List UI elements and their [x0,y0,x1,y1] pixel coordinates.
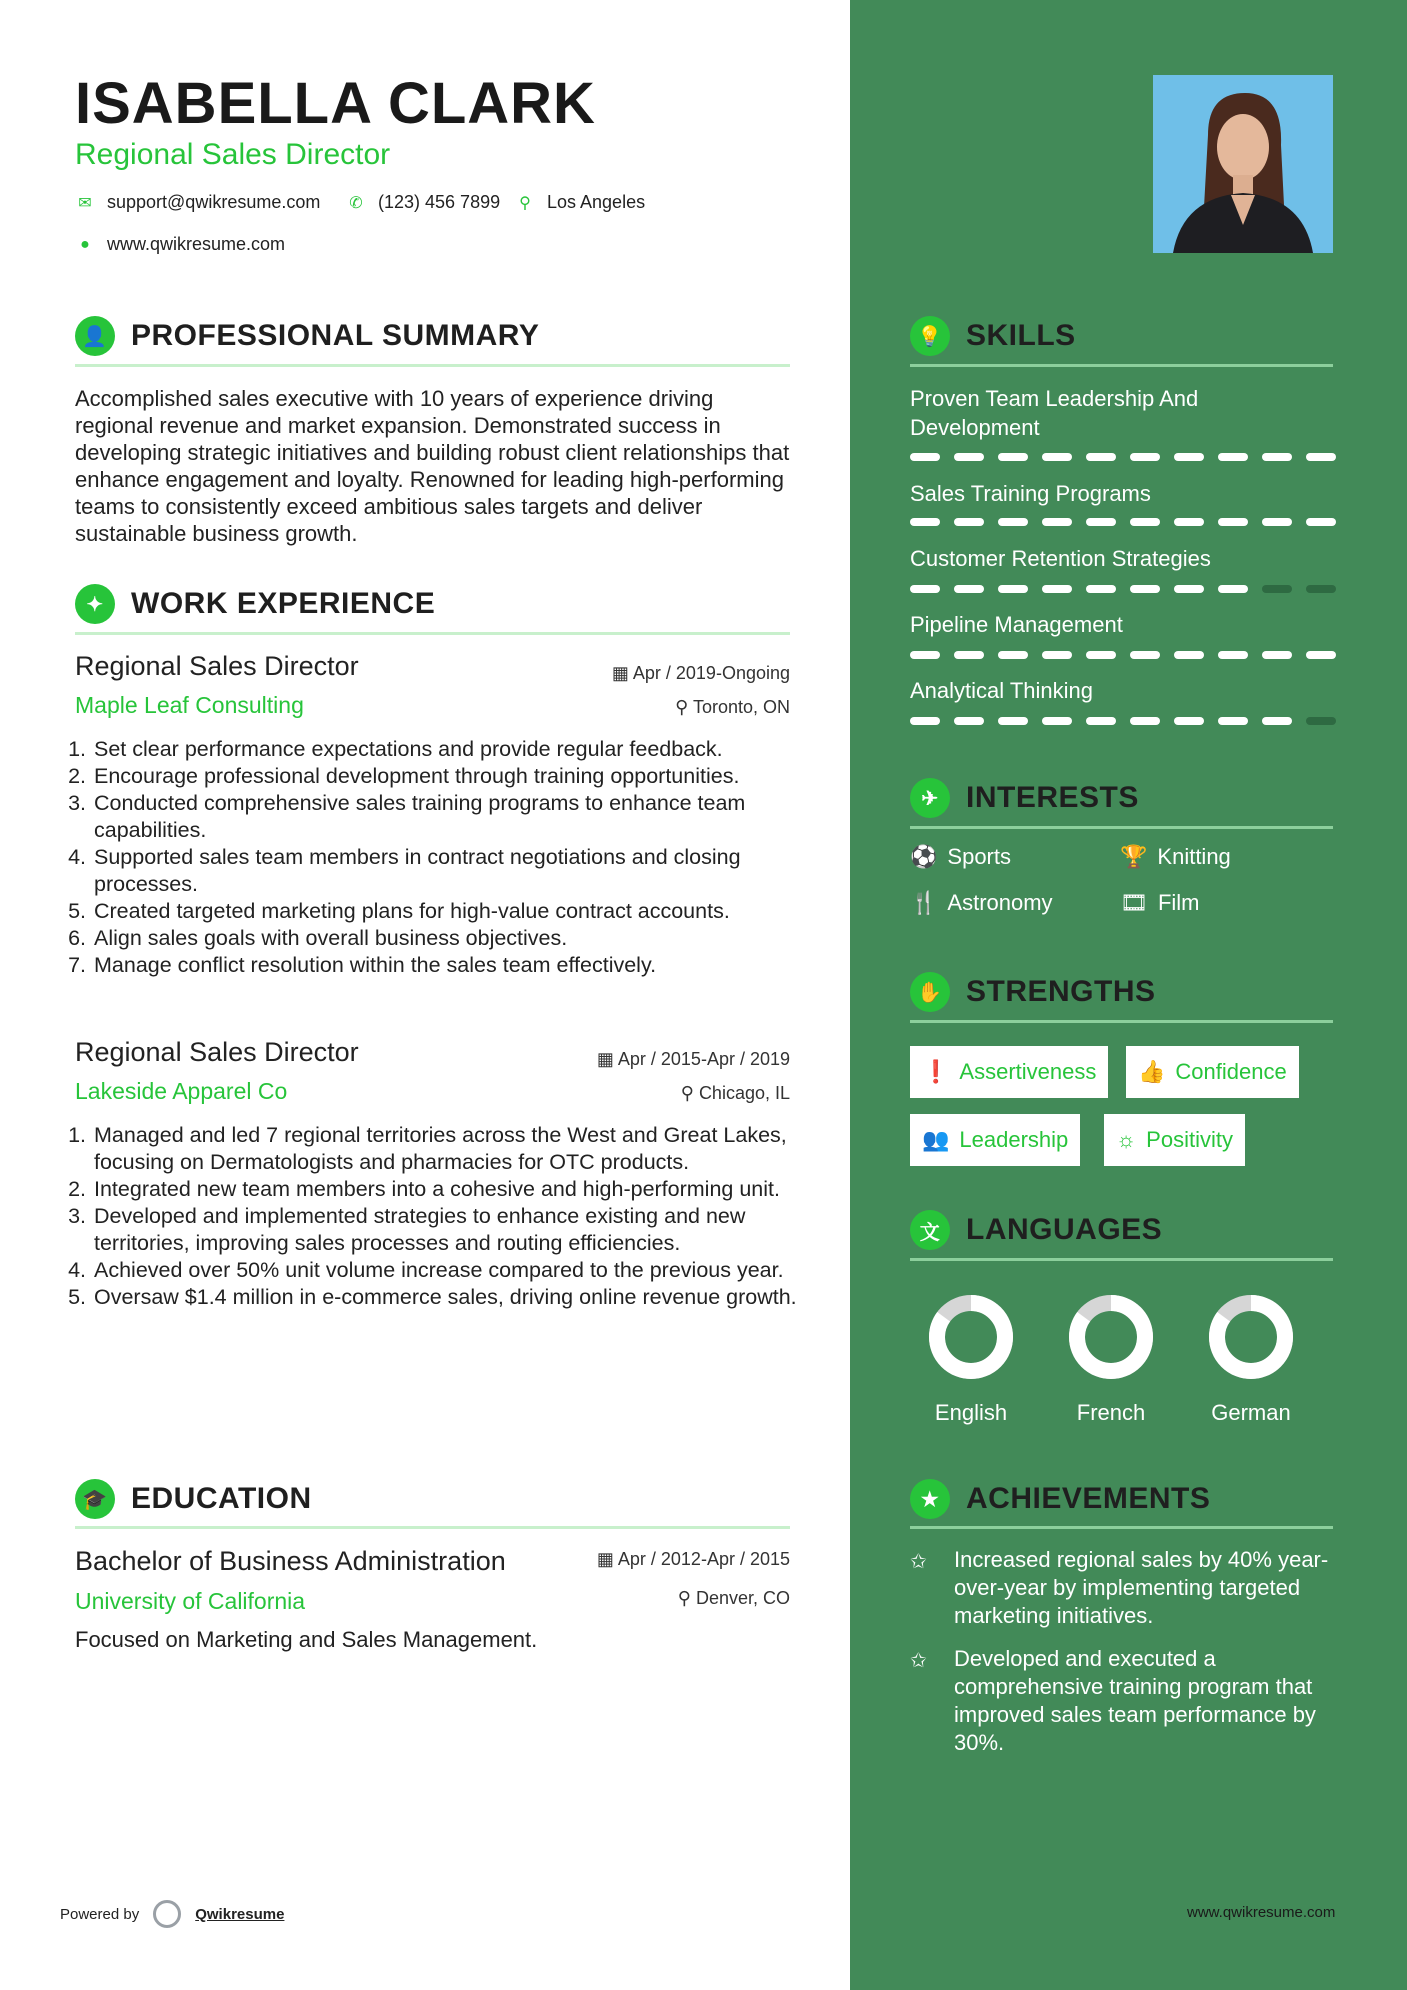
strength-badge: ☼ Positivity [1104,1114,1245,1166]
skill-level-bar [910,453,1336,461]
footer-powered-by: Powered by Qwikresume [60,1900,284,1928]
skill-name: Sales Training Programs [910,481,1151,506]
list-item: 7. Manage conflict resolution within the sales team effectively. [92,952,822,979]
skill-level-segment [954,518,984,526]
list-item: 5. Oversaw $1.4 million in e-commerce sales, driving online revenue growth. [92,1284,822,1311]
education-divider [75,1526,790,1529]
star-icon: ★ [910,1479,950,1519]
trophy-icon: 🏆 [1120,844,1148,869]
skill-level-segment [998,453,1028,461]
skill-level-segment [1042,651,1072,659]
skill-level-segment [910,518,940,526]
paper-plane-icon: ✈ [910,778,950,818]
list-item: 4. Supported sales team members in contract negotiations and closing processes. [92,844,822,898]
strengths-divider [910,1020,1333,1023]
skill-level-segment [1262,585,1292,593]
language-item [1056,1295,1166,1426]
contact-location [515,192,645,213]
skill-level-segment [1174,518,1204,526]
skill-level-segment [954,453,984,461]
experience-heading: ✦ WORK EXPERIENCE [75,584,435,624]
list-item: 2. Encourage professional development through training opportunities. [92,763,822,790]
education-school: University of California [75,1588,306,1614]
calendar-icon: ▦ [611,663,629,683]
calendar-icon: ▦ [596,1049,614,1069]
contact-phone [346,192,500,213]
language-name: English [934,1400,1008,1425]
skill-level-segment [954,717,984,725]
shooting-star-icon: ✩ [910,1650,927,1672]
skill-level-segment [1042,518,1072,526]
list-item: 4. Achieved over 50% unit volume increase compared to the previous year. [92,1257,822,1284]
skill-level-segment [998,651,1028,659]
strengths-heading: ✋ STRENGTHS [910,972,1156,1012]
skills-heading: 💡 SKILLS [910,316,1076,356]
skill-level-segment [1042,585,1072,593]
skill-level-segment [910,717,940,725]
users-icon: 👥 [922,1127,950,1152]
language-level-ring [929,1295,1013,1379]
skill-level-segment [1130,585,1160,593]
interest-item: 🎞 Film [1120,890,1200,915]
language-item [1196,1295,1306,1426]
skill-level-segment [1306,585,1336,593]
language-name: French [1076,1400,1146,1425]
candidate-title: Regional Sales Director [75,138,391,171]
skill-level-segment [1086,717,1116,725]
languages-divider [910,1258,1333,1261]
shooting-star-icon: ✩ [910,1551,927,1573]
pin-icon: ⚲ [677,1588,691,1608]
skill-level-segment [998,518,1028,526]
skill-level-segment [1174,651,1204,659]
strength-badge: 👥 Leadership [910,1114,1080,1166]
achievements-heading: ★ ACHIEVEMENTS [910,1479,1210,1519]
skill-level-segment [1086,651,1116,659]
qwikresume-logo-icon [153,1900,181,1928]
skill-level-segment [1130,717,1160,725]
location-text: Los Angeles [547,192,646,212]
lightbulb-icon: 💡 [910,316,950,356]
contact-website[interactable] [75,234,285,255]
skill-level-segment [954,585,984,593]
language-item [916,1295,1026,1426]
skill-level-segment [1218,453,1248,461]
interest-item: ⚽ Sports [910,844,1011,869]
interests-divider [910,826,1333,829]
achievement-item: ✩ Developed and executed a comprehensive training program that improved sales team performance by 30%. [910,1646,1316,1755]
achievement-item: ✩ Increased regional sales by 40% year-over-year by implementing targeted marketing initiatives. [910,1547,1329,1628]
languages-heading: 文 LANGUAGES [910,1210,1162,1250]
skill-name: Proven Team Leadership And Development [910,386,1199,440]
skill-level-segment [1130,453,1160,461]
job-1-date: ▦ Apr / 2019-Ongoing [611,663,790,683]
skill-level-segment [1218,518,1248,526]
interests-heading: ✈ INTERESTS [910,778,1139,818]
globe-icon: ● [80,235,90,253]
skill-level-segment [1086,453,1116,461]
language-level-ring [1209,1295,1293,1379]
education-location: ⚲ Denver, CO [677,1588,790,1608]
skill-level-segment [1130,651,1160,659]
sun-icon: ☼ [1116,1127,1137,1152]
skill-level-segment [1218,585,1248,593]
job-2-company: Lakeside Apparel Co [75,1078,288,1104]
profile-photo [1153,75,1333,253]
interest-item: 🍴 Astronomy [910,890,1053,915]
interest-item: 🏆 Knitting [1120,844,1231,869]
list-item: 3. Developed and implemented strategies to enhance existing and new territories, improving sales processes and routing efficiencies. [92,1203,822,1257]
list-item: 1. Set clear performance expectations and provide regular feedback. [92,736,822,763]
skill-level-segment [1130,518,1160,526]
skill-level-segment [1306,651,1336,659]
map-marker-icon: ⚲ [519,194,531,212]
skill-level-segment [998,585,1028,593]
skill-level-bar [910,717,1336,725]
job-2-date: ▦ Apr / 2015-Apr / 2019 [596,1049,790,1069]
graduate-icon: 🎓 [75,1479,115,1519]
utensils-icon: 🍴 [910,890,938,915]
footer-brand-link[interactable]: Qwikresume [195,1905,285,1923]
pin-icon: ⚲ [680,1083,694,1103]
skill-level-segment [910,453,940,461]
strength-badge: ❗ Assertiveness [910,1046,1108,1098]
skill-level-segment [1086,518,1116,526]
phone-text: (123) 456 7899 [378,192,501,212]
strength-badge: 👍 Confidence [1126,1046,1299,1098]
skill-level-segment [1174,585,1204,593]
skill-level-segment [1306,453,1336,461]
film-icon: 🎞 [1120,890,1148,915]
language-icon: 文 [910,1210,950,1250]
language-level-ring [1069,1295,1153,1379]
education-heading: 🎓 EDUCATION [75,1479,312,1519]
skill-level-segment [1218,651,1248,659]
skill-level-segment [1042,717,1072,725]
skill-level-segment [1306,717,1336,725]
skill-name: Analytical Thinking [910,678,1094,703]
phone-icon: ✆ [349,194,363,212]
skill-level-segment [1262,453,1292,461]
list-item: 5. Created targeted marketing plans for high-value contract accounts. [92,898,822,925]
skill-level-segment [910,585,940,593]
email-text: support@qwikresume.com [107,192,321,212]
skill-name: Pipeline Management [910,612,1123,637]
exclamation-circle-icon: ❗ [922,1059,950,1084]
envelope-icon: ✉ [78,194,92,212]
list-item: 1. Managed and led 7 regional territories across the West and Great Lakes, focusing on Dermatologists and pharmacies for OTC products. [92,1122,822,1176]
language-name: German [1211,1400,1291,1425]
skill-level-segment [1262,518,1292,526]
summary-text: Accomplished sales executive with 10 years of experience driving regional revenue and market expansion. Demonstrated success in developing strategic initiatives and building robust client relationships that enhance engagement and loyalty. Renowned for leading high-performing teams to consistently exceed ambitious sales targets and deliver sustainable business growth. [75,386,790,546]
education-degree: Bachelor of Business Administration [75,1546,506,1576]
candidate-name: ISABELLA CLARK [75,71,596,136]
education-date: ▦ Apr / 2012-Apr / 2015 [596,1549,790,1569]
job-1-company: Maple Leaf Consulting [75,692,304,718]
skill-level-bar [910,518,1336,526]
website-text: www.qwikresume.com [107,234,286,254]
skill-level-segment [1306,518,1336,526]
list-item: 6. Align sales goals with overall business objectives. [92,925,822,952]
skill-level-segment [1086,585,1116,593]
briefcase-icon: ✦ [75,584,115,624]
user-icon: 👤 [75,316,115,356]
experience-divider [75,632,790,635]
skill-level-segment [954,651,984,659]
pin-icon: ⚲ [675,697,689,717]
job-2-location: ⚲ Chicago, IL [680,1083,790,1103]
portrait-image [1153,75,1333,253]
achievements-divider [910,1526,1333,1529]
thumbs-up-icon: 👍 [1138,1059,1166,1084]
skill-level-segment [1262,651,1292,659]
hand-icon: ✋ [910,972,950,1012]
skill-level-segment [1262,717,1292,725]
contact-email[interactable] [75,192,320,213]
list-item: 3. Conducted comprehensive sales training programs to enhance team capabilities. [92,790,822,844]
skill-level-segment [1218,717,1248,725]
job-1-location: ⚲ Toronto, ON [675,697,790,717]
skill-level-segment [998,717,1028,725]
job-2-duties [70,1122,822,1311]
soccer-ball-icon: ⚽ [910,844,938,869]
skill-name: Customer Retention Strategies [910,546,1211,571]
summary-heading: 👤 PROFESSIONAL SUMMARY [75,316,539,356]
list-item: 2. Integrated new team members into a cohesive and high-performing unit. [92,1176,822,1203]
job-1-title: Regional Sales Director [75,651,359,681]
footer-website[interactable]: www.qwikresume.com [1187,1904,1336,1921]
skill-level-bar [910,585,1336,593]
calendar-icon: ▦ [596,1549,614,1569]
skill-level-segment [1174,717,1204,725]
education-note: Focused on Marketing and Sales Management. [75,1627,538,1652]
skill-level-bar [910,651,1336,659]
summary-divider [75,364,790,367]
job-1-duties [70,736,822,979]
skills-divider [910,364,1333,367]
skill-level-segment [910,651,940,659]
skill-level-segment [1174,453,1204,461]
job-2-title: Regional Sales Director [75,1037,359,1067]
skill-level-segment [1042,453,1072,461]
